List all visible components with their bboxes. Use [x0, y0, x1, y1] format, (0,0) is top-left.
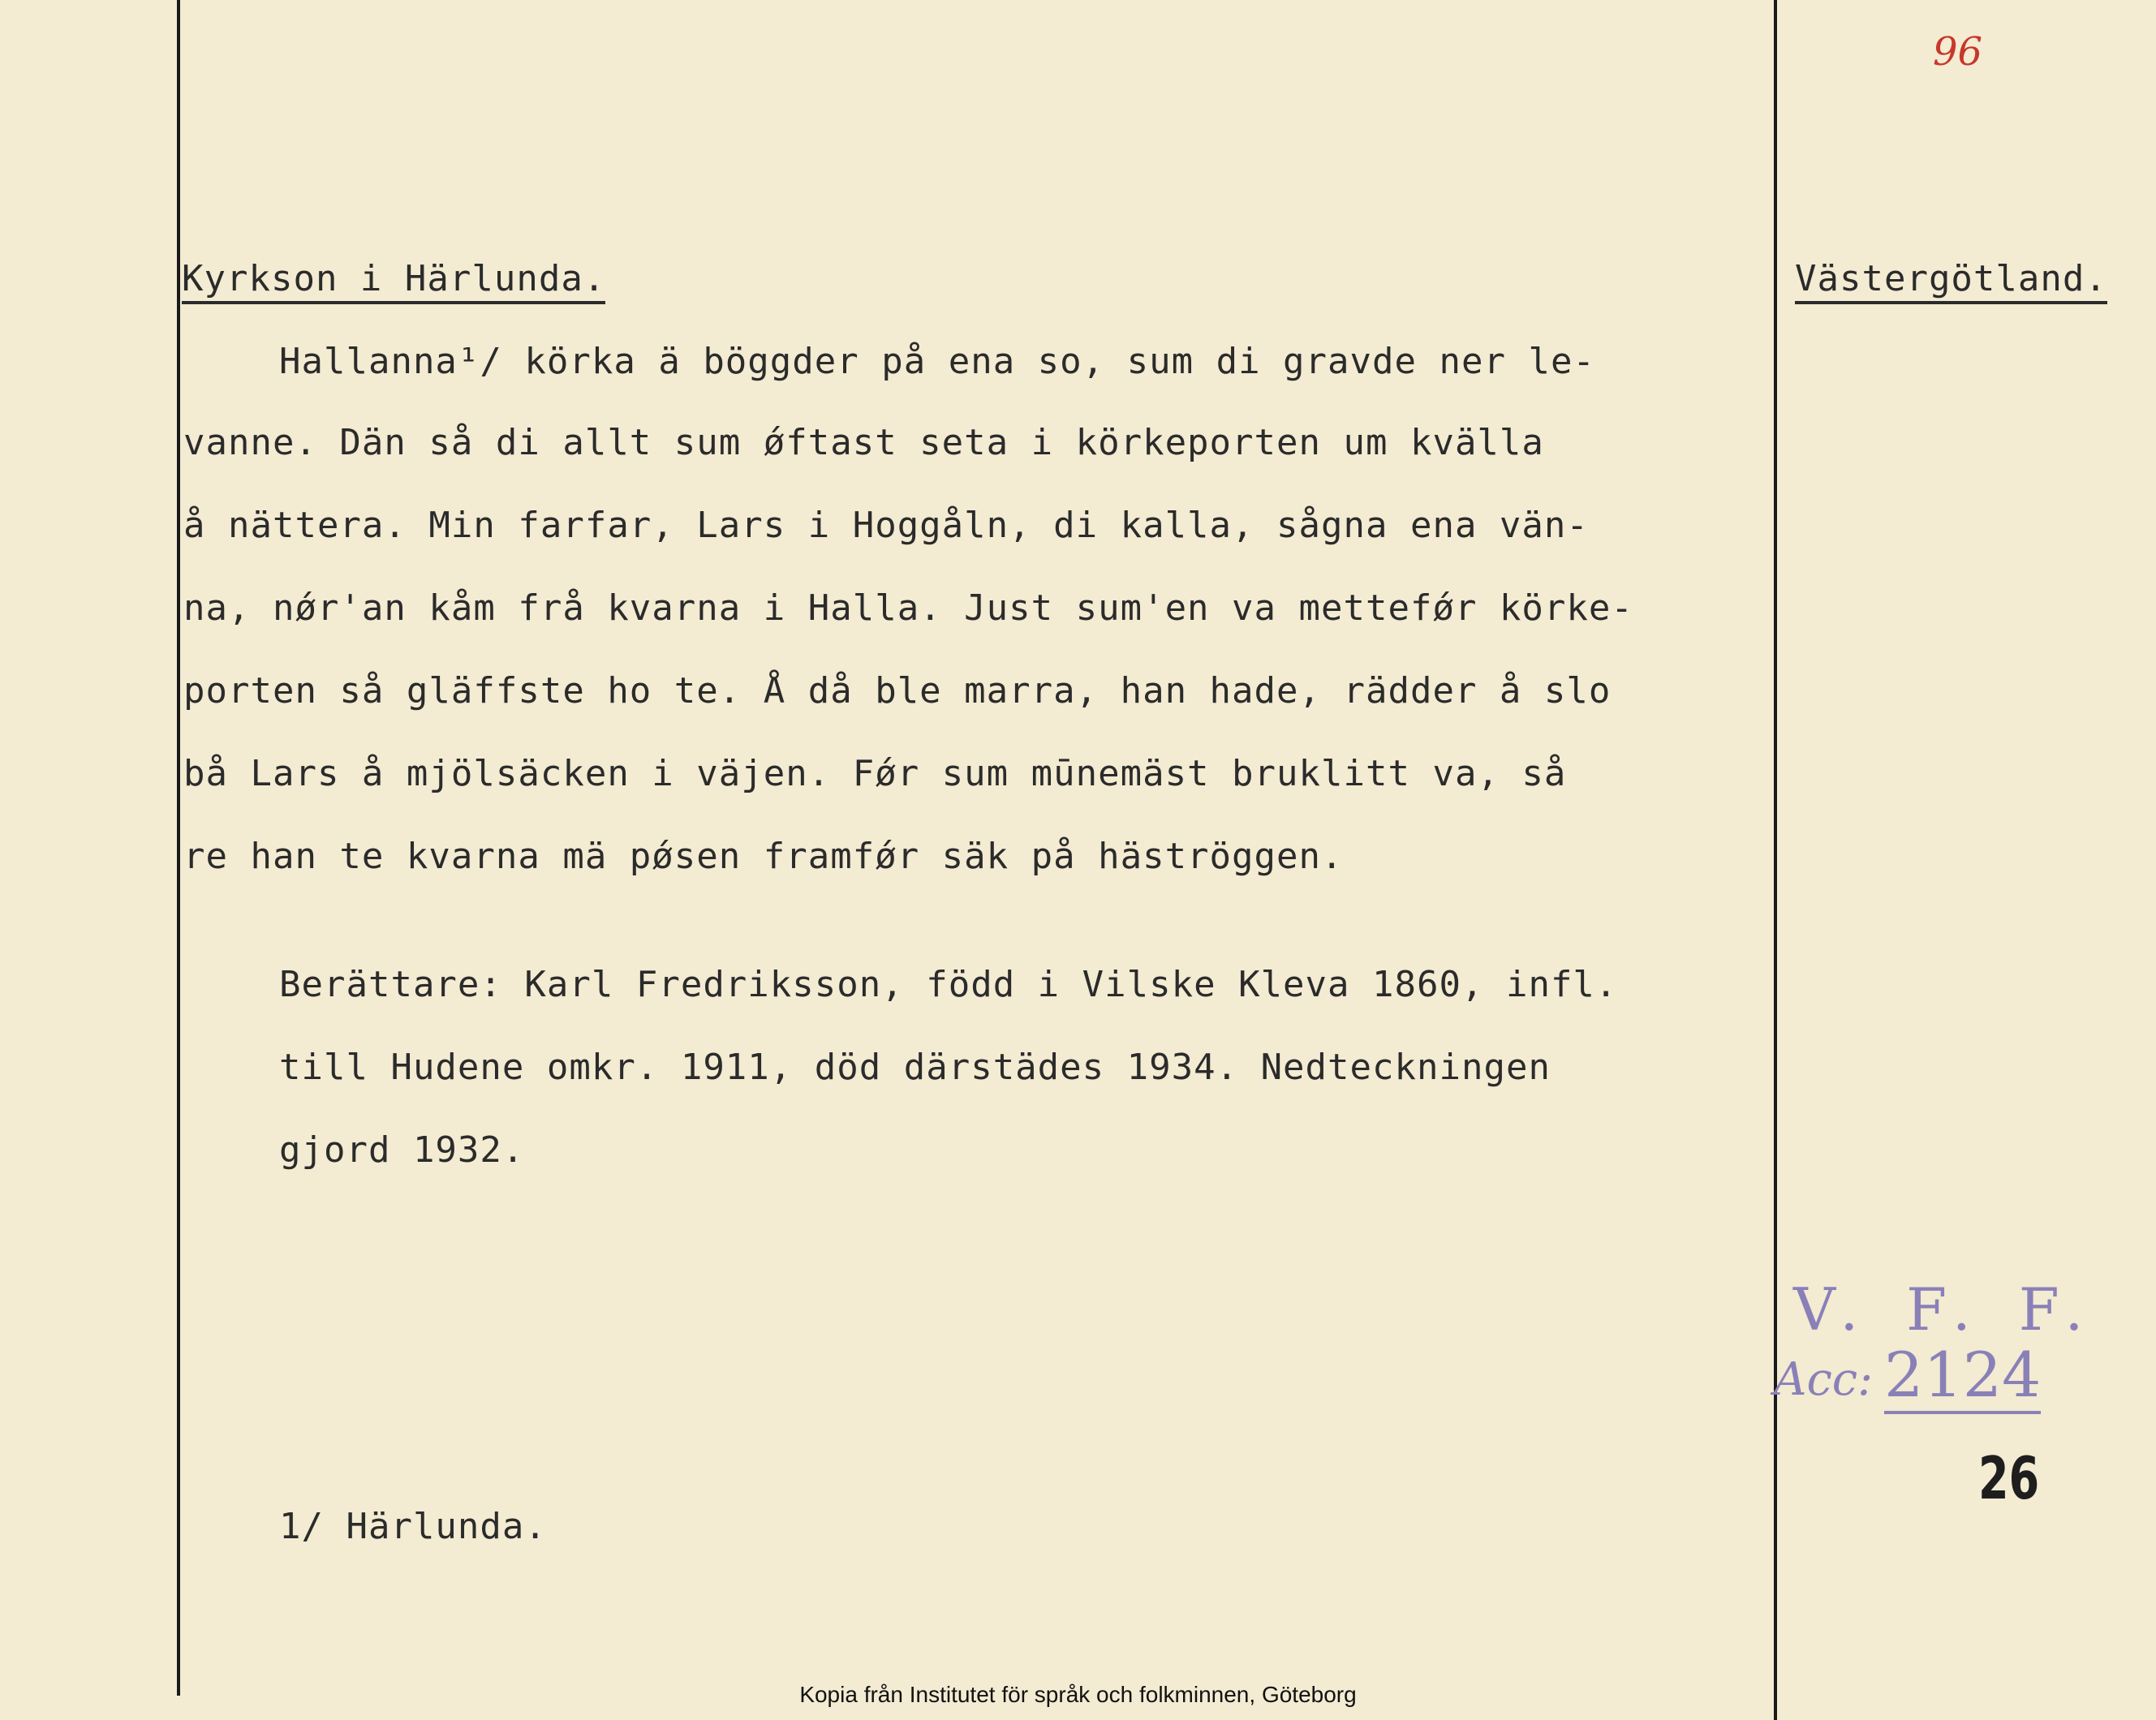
story-line: bå Lars å mjölsäcken i väjen. Fǿr sum mūnemäst bruklitt va, så — [183, 753, 1567, 794]
story-line: vanne. Dän så di allt sum ǿftast seta i körkeporten um kvälla — [183, 422, 1544, 463]
left-margin-rule — [177, 0, 180, 1696]
region-heading: Västergötland. — [1795, 258, 2107, 304]
archive-stamp-vff: V. F. F. — [1793, 1275, 2098, 1344]
handwritten-page-number: 96 — [1933, 29, 1983, 75]
story-line: Hallanna¹/ körka ä böggder på ena so, sum di gravde ner le- — [279, 341, 1595, 382]
narrator-line: Berättare: Karl Fredriksson, född i Vilske Kleva 1860, infl. — [279, 964, 1618, 1005]
sheet-number: 26 — [1978, 1444, 2040, 1512]
story-line: porten så gläffste ho te. Å då ble marra, han hade, rädder å slo — [183, 670, 1612, 712]
footnote: 1/ Härlunda. — [279, 1506, 547, 1547]
narrator-line: gjord 1932. — [279, 1129, 525, 1171]
narrator-line: till Hudene omkr. 1911, död därstädes 1934. Nedteckningen — [279, 1047, 1551, 1088]
story-line: na, nǿr'an kåm frå kvarna i Halla. Just sum'en va mettefǿr körke- — [183, 587, 1633, 629]
right-margin-rule — [1774, 0, 1777, 1720]
story-line: å nättera. Min farfar, Lars i Hoggåln, di kalla, sågna ena vän- — [183, 505, 1589, 546]
copy-footer: Kopia från Institutet för språk och folkminnen, Göteborg — [799, 1682, 1357, 1707]
story-line: re han te kvarna mä pǿsen framfǿr säk på häströggen. — [183, 836, 1344, 877]
archive-stamp-acc-number: 2124 — [1884, 1339, 2041, 1414]
record-title: Kyrkson i Härlunda. — [182, 258, 605, 304]
archive-stamp-acc-label: Acc: — [1774, 1353, 1874, 1406]
